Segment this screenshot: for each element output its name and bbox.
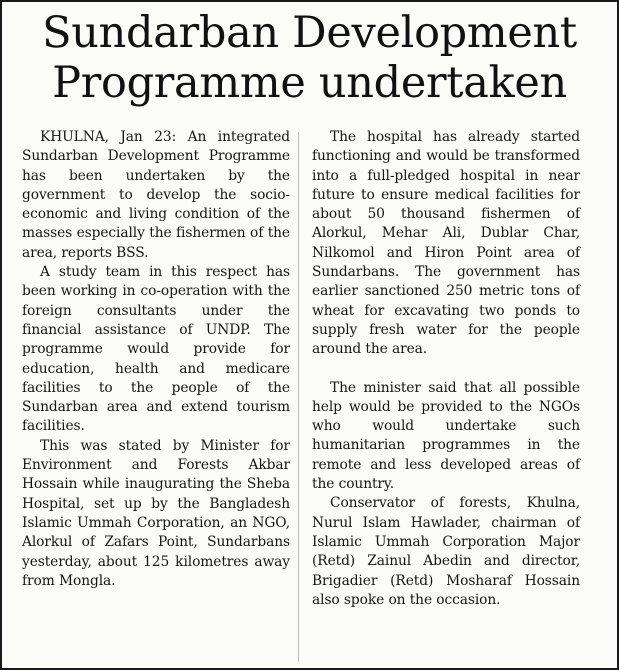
right-column	[312, 128, 580, 610]
paragraph-minister-help: The minister said that all possible help would be provided to the NGOs who would undertake such humanitarian programmes in the remote and less developed areas of the country.	[312, 379, 580, 493]
left-column	[22, 128, 290, 591]
headline-line-2: Programme undertaken	[52, 58, 567, 108]
column-divider	[298, 132, 299, 662]
headline	[8, 8, 611, 108]
paragraph-hospital: The hospital has already started functioning and would be transformed into a full-pledged hospital in near future to ensure medical facilities for about 50 thousand fishermen of Alorkul, Mehar Ali, Dublar Char, Nilkomol and Hiron Point area of Sundarbans. The government has earlier sanctioned 250 metric tons of wheat for excavating two ponds to supply fresh water for the people around the area.	[312, 129, 580, 358]
paragraph-minister-statement: This was stated by Minister for Environment and Forests Akbar Hossain while inaugurating the Sheba Hospital, set up by the Bangladesh Islamic Ummah Corporation, an NGO, Alorkul of Zafars Point, Sundarbans yesterday, about 125 kilometres away from Mongla.	[22, 437, 290, 589]
headline-line-1: Sundarban Development	[42, 8, 577, 58]
paragraph-intro: KHULNA, Jan 23: An integrated Sundarban Development Programme has been undertaken by the government to develop the socio-economic and living condition of the masses especially the fishermen of the area, reports BSS.	[22, 129, 290, 261]
paragraph-study-team: A study team in this respect has been working in co-operation with the foreign consultants under the financial assistance of UNDP. The programme would provide for education, health and medicare facilities to the people of the Sundarban area and extend tourism facilities.	[22, 264, 290, 435]
paragraph-speakers: Conservator of forests, Khulna, Nurul Islam Hawlader, chairman of Islamic Ummah Corporation Major (Retd) Zainul Abedin and director, Brigadier (Retd) Mosharaf Hossain also spoke on the occasion.	[312, 495, 580, 608]
